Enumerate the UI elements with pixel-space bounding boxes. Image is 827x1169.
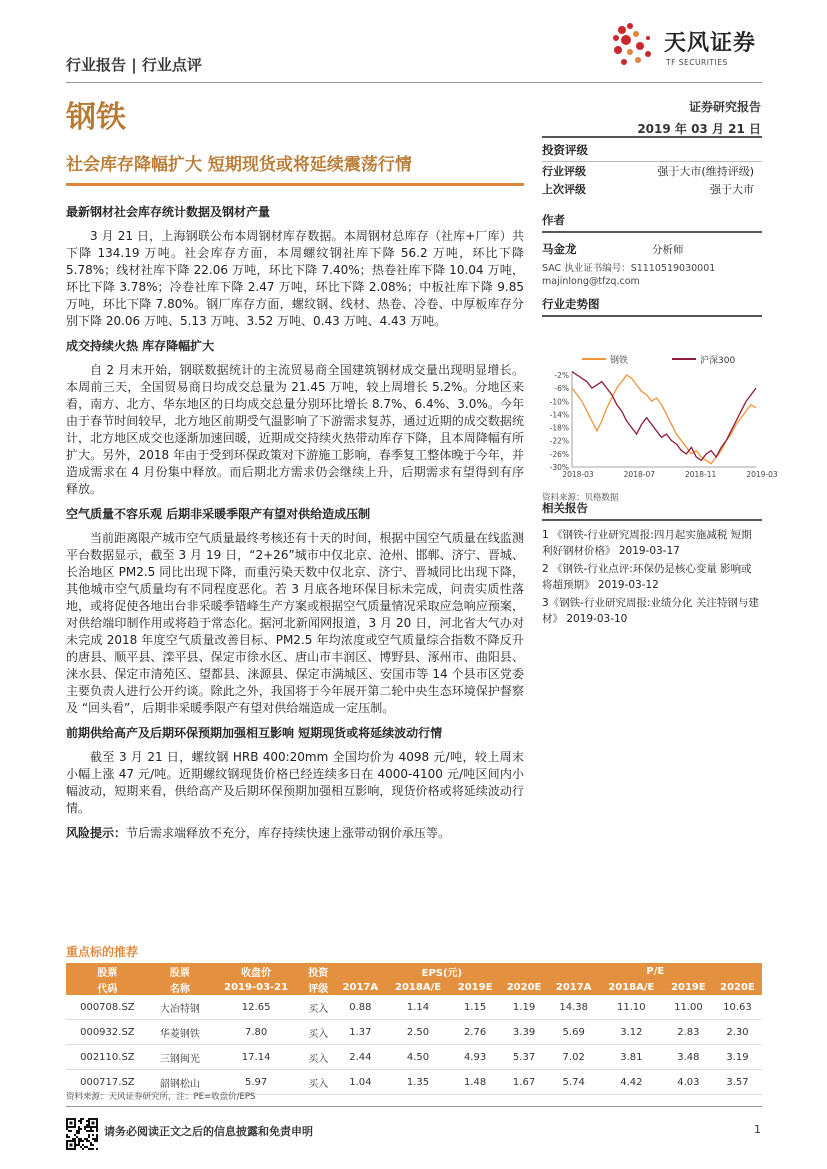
qr-module [82,1140,84,1142]
logo-dot [613,35,619,41]
risk-label: 风险提示： [66,826,127,840]
table-cell: 5.74 [549,1070,599,1095]
table-cell: 000717.SZ [66,1070,149,1095]
logo-dot [633,31,639,37]
qr-module [76,1130,78,1132]
qr-module [92,1138,94,1140]
section-heading: 前期供给高产及后期环保预期加强相互影响 短期现货或将延续波动行情 [66,726,443,740]
qr-module [80,1122,82,1124]
qr-module [78,1132,80,1134]
table-cell: 三钢闽光 [149,1045,211,1070]
author-panel [542,212,762,287]
brand-name-en: TF SECURITIES [666,58,728,67]
table-cell: 2.30 [713,1020,762,1045]
qr-module [78,1130,80,1132]
qr-module [76,1144,78,1146]
section-body: 3 月 21 日，上海钢联公布本周钢材库存数据。本周钢材总库存（社库+厂库）共下降 134.19 万吨。社会库存方面，本周螺纹钢社库下降 56.2 万吨，环比下降 5.78%；线材社库下降 22.06 万吨，环比下降 7.40%；热卷社库下降 10.04 万吨，环比下降 3.78%；冷卷社库下降 2.47 万吨，环比下降 2.08%；中板社库下降 9.85 万吨，环比下降 7.80%。钢厂库存方面，螺纹钢、线材、热卷、冷卷、中厚板库存分别下降 20.06 万吨、5.13 万吨、3.52 万吨、0.43 万吨、4.43 万吨。 [66,229,524,328]
table-cell: 3.12 [599,1020,664,1045]
table-subheader: 2018A/E [599,979,664,995]
related-report-link[interactable]: 3《钢铁-行业研究周报:业绩分化 关注特钢与建材》 2019-03-10 [542,597,759,625]
table-cell: 5.97 [211,1070,301,1095]
trend-panel [542,296,778,503]
table-subheader: 评级 [301,979,335,995]
y-tick-label: -22% [549,436,569,446]
trend-title: 行业走势图 [542,297,600,311]
table-header: EPS(元) [335,963,548,979]
legend-label: 钢铁 [610,356,629,366]
table-cell: 17.14 [211,1045,301,1070]
qr-module [88,1148,90,1150]
qr-module [68,1130,70,1132]
footer-divider [66,1106,762,1107]
table-cell: 7.80 [211,1020,301,1045]
table-note: 资料来源：天风证券研究所，注：PE=收盘价/EPS [66,1092,256,1102]
table-row [66,1020,762,1045]
qr-module [88,1136,90,1138]
qr-module [84,1138,86,1140]
qr-module [72,1138,74,1140]
logo-dot [627,23,633,29]
table-subheader: 2019E [664,979,713,995]
table-cell: 买入 [301,1045,335,1070]
related-panel [542,500,762,629]
table-cell: 000932.SZ [66,1020,149,1045]
x-tick-label: 2018-11 [684,470,717,479]
table-cell: 2.83 [664,1020,713,1045]
table-subheader: 代码 [66,979,149,995]
rating-row-previous [542,180,762,198]
table-subheader: 2020E [500,979,549,995]
qr-module [78,1140,80,1142]
qr-module [96,1140,98,1142]
qr-module [84,1128,86,1130]
table-header: 股票 [149,963,211,979]
table-cell: 4.42 [599,1070,664,1095]
qr-code-icon [66,1118,98,1150]
qr-module [74,1134,76,1136]
header-divider [66,82,762,83]
section-body: 自 2 月末开始，钢联数据统计的主流贸易商全国建筑钢材成交量出现明显增长。本周前三天，全国贸易商日均成交总量为 21.45 万吨，较上周增长 5.2%。分地区来看，南方、北方、华东地区的日均成交总量分别环比增长 8.7%、6.4%、3.0%。今年由于春节时间较早，北方地区前期受气温影响了下游需求复苏，通过近期的成交数据统计，北方地区成交也逐渐加速回暖，近期成交持续火热带动库存下降，且本周降幅有所扩大。另外，2018 年由于受到环保政策对下游施工影响，春季复工整体晚于今年，并造成需求在 4 月份集中释放。而后期北方需求仍会继续上升，后期需求有望得到有序释放。 [66,363,524,496]
rating-title: 投资评级 [542,143,588,157]
table-subheader: 2018A/E [385,979,450,995]
risk-warning [66,825,524,842]
x-tick-label: 2019-03 [746,470,778,479]
table-cell: 3.39 [500,1020,549,1045]
qr-module [88,1134,90,1136]
table-header-row [66,979,762,995]
table-subheader: 2017A [549,979,599,995]
related-report-link[interactable]: 1 《钢铁-行业研究周报:四月起实施减税 短期利好钢材价格》 2019-03-17 [542,529,752,557]
y-tick-label: -30% [549,463,569,472]
table-header: 收盘价 [211,963,301,979]
qr-module [86,1120,88,1122]
qr-module [96,1148,98,1150]
qr-module [86,1138,88,1140]
table-cell: 3.48 [664,1045,713,1070]
table-cell: 买入 [301,1070,335,1095]
qr-module [92,1148,94,1150]
logo-dot [618,26,626,34]
logo-dot [627,49,633,55]
table-row [66,1045,762,1070]
qr-module [82,1144,84,1146]
logo-dot [621,35,631,45]
table-cell: 1.14 [385,995,450,1020]
qr-module [80,1138,82,1140]
report-date: 2019 年 03 月 21 日 [637,122,761,136]
qr-module [94,1138,96,1140]
table-cell: 11.10 [599,995,664,1020]
author-title: 作者 [542,213,565,227]
qr-module [78,1138,80,1140]
table-cell: 002110.SZ [66,1045,149,1070]
qr-module [90,1142,92,1144]
table-cell: 1.04 [335,1070,385,1095]
qr-module [76,1132,78,1134]
qr-module [88,1140,90,1142]
table-header: P/E [549,963,762,979]
page-number: 1 [754,1123,761,1136]
qr-module [70,1122,73,1125]
rating-value: 强于大市 [710,183,754,196]
qr-module [70,1144,73,1147]
qr-module [78,1126,80,1128]
table-cell: 5.69 [549,1020,599,1045]
main-column [66,196,524,850]
qr-module [78,1128,80,1130]
logo-dot [646,36,650,40]
table-cell: 12.65 [211,995,301,1020]
qr-module [96,1134,98,1136]
section-heading: 最新钢材社会库存统计数据及钢材产量 [66,205,271,219]
qr-module [66,1134,68,1136]
table-cell: 1.15 [451,995,500,1020]
sector-title: 钢铁 [66,100,126,135]
related-report-link[interactable]: 2 《钢铁-行业点评:环保仍是核心变量 影响或将超预期》 2019-03-12 [542,563,752,591]
y-tick-label: -2% [554,371,569,380]
qr-module [66,1136,68,1138]
qr-module [94,1140,96,1142]
table-cell: 3.57 [713,1070,762,1095]
y-tick-label: -18% [549,423,569,433]
table-cell: 4.50 [385,1045,450,1070]
y-tick-label: -6% [554,384,569,394]
related-title: 相关报告 [542,501,588,515]
qr-module [90,1148,92,1150]
table-subheader: 2019-03-21 [211,979,301,995]
logo-dot [621,59,627,65]
table-cell: 000708.SZ [66,995,149,1020]
logo-dot [635,57,641,63]
table-cell: 大冶特钢 [149,995,211,1020]
qr-module [70,1130,72,1132]
table-subheader: 名称 [149,979,211,995]
stocks-table [66,963,762,1095]
qr-module [68,1136,70,1138]
section-body: 当前距离限产城市空气质量最终考核还有十天的时间，根据中国空气质量在线监测平台数据显示，截至 3 月 19 日，“2+26”城市中仅北京、沧州、邯郸、济宁、晋城、长治地区 PM2.5 同比出现下降，而重污染天数中仅北京、济宁、晋城同比出现下降，其他城市空气质量均有不同程度恶化。若 3 月底各地环保目标未完成，问责实质性落地，或将促使各地出台非采暖季错峰生产方案或根据空气质量情况采取应急响应预案，对供给端印制作用或将趋于常态化。据河北新闻网报道，3 月 20 日，河北省大气办对未完成 2018 年度空气质量改善目标、PM2.5 年均浓度或空气质量综合指数不降反升的唐县、顺平县、滦平县、保定市徐水区、唐山市丰润区、博野县、涿州市、曲阳县、涞水县、保定市清苑区、望都县、涞源县、保定市满城区、安国市等 14 个县市区党委主要负责人进行公开约谈。除此之外，我国将于今年展开第二轮中央生态环境保护督察及 “回头看”，后期非采暖季限产有望对供给端造成一定压制。 [66,531,524,715]
table-cell: 5.37 [500,1045,549,1070]
table-cell: 2.76 [451,1020,500,1045]
rating-panel [542,136,762,198]
qr-module [96,1130,98,1132]
table-cell: 1.67 [500,1070,549,1095]
table-cell: 2.50 [385,1020,450,1045]
y-tick-label: -14% [549,410,569,420]
table-cell: 买入 [301,995,335,1020]
table-header: 股票 [66,963,149,979]
table-cell: 3.81 [599,1045,664,1070]
section-heading: 空气质量不容乐观 后期非采暖季限产有望对供给造成压制 [66,507,371,521]
table-header-row [66,963,762,979]
legend-label: 沪深300 [700,356,736,366]
table-cell: 1.37 [335,1020,385,1045]
logo-dot [614,46,622,54]
risk-text: 节后需求端释放不充分，库存持续快速上涨带动钢价承压等。 [126,826,451,840]
author-name: 马金龙 [542,242,577,256]
table-cell: 韶钢松山 [149,1070,211,1095]
author-email[interactable]: majinlong@tfzq.com [542,276,640,287]
table-cell: 华菱钢铁 [149,1020,211,1045]
table-cell: 2.44 [335,1045,385,1070]
table-subheader: 2017A [335,979,385,995]
table-cell: 4.03 [664,1070,713,1095]
trend-chart [542,325,778,485]
qr-module [86,1126,88,1128]
qr-module [80,1140,82,1142]
author-rule [542,231,762,233]
qr-module [96,1128,98,1130]
qr-module [86,1146,88,1148]
qr-module [92,1130,94,1132]
author-role: 分析师 [652,243,684,256]
y-tick-label: -26% [549,449,569,459]
headline-divider [66,183,524,186]
qr-module [90,1130,92,1132]
rating-key: 上次评级 [542,183,586,196]
table-cell: 11.00 [664,995,713,1020]
table-cell: 4.93 [451,1045,500,1070]
qr-module [92,1122,95,1125]
qr-module [78,1142,80,1144]
logo-dot [645,51,651,57]
table-subheader: 2020E [713,979,762,995]
x-tick-label: 2018-07 [623,470,656,479]
trend-rule [542,315,762,317]
author-sac: SAC 执业证书编号：S1110519030001 [542,263,716,274]
table-cell: 14.38 [549,995,599,1020]
qr-module [66,1128,68,1130]
table-row [66,995,762,1020]
y-tick-label: -10% [549,397,569,407]
stocks-title: 重点标的推荐 [66,945,139,959]
section-heading: 成交持续火热 库存降幅扩大 [66,339,215,353]
qr-module [80,1120,82,1122]
rating-top-rule [542,136,762,138]
table-cell: 1.35 [385,1070,450,1095]
report-category: 行业报告 | 行业点评 [66,56,202,74]
x-tick-label: 2018-03 [562,470,594,479]
table-cell: 买入 [301,1020,335,1045]
series-line [572,372,756,461]
qr-module [90,1144,92,1146]
qr-module [78,1144,80,1146]
rating-row-industry [542,162,762,180]
qr-module [84,1146,86,1148]
qr-module [88,1130,90,1132]
qr-module [92,1134,94,1136]
table-cell: 0.88 [335,995,385,1020]
footer-disclaimer: 请务必阅读正文之后的信息披露和免责申明 [104,1125,313,1138]
logo-dot [636,42,644,50]
table-header: 投资 [301,963,335,979]
report-type: 证券研究报告 [688,100,761,114]
qr-module [86,1130,88,1132]
qr-module [90,1128,92,1130]
trend-source: 资料来源：贝格数据 [542,493,619,503]
qr-module [86,1140,88,1142]
related-rule [542,519,762,521]
qr-module [82,1148,84,1150]
headline: 社会库存降幅扩大 短期现货或将延续震荡行情 [66,155,412,175]
rating-key: 行业评级 [542,165,586,178]
qr-module [92,1144,94,1146]
qr-module [84,1126,86,1128]
series-line [572,375,756,464]
brand-name: 天风证券 [664,31,757,56]
qr-module [86,1124,88,1126]
rating-value: 强于大市(维持评级) [657,165,754,178]
qr-module [96,1136,98,1138]
table-cell: 1.19 [500,995,549,1020]
table-cell: 7.02 [549,1045,599,1070]
qr-module [80,1146,82,1148]
qr-module [80,1128,82,1130]
section-body: 截至 3 月 21 日，螺纹钢 HRB 400:20mm 全国均价为 4098 元/吨，较上周末小幅上涨 47 元/吨。近期螺纹钢现货价格已经连续多日在 4000-4100 元/吨区间内小幅波动，短期来看，供给高产及后期环保预期加强相互影响，现货价格或将延续波动行情。 [66,750,524,815]
table-cell: 1.48 [451,1070,500,1095]
table-cell: 10.63 [713,995,762,1020]
qr-module [76,1136,78,1138]
author-line [542,241,762,257]
qr-module [74,1138,76,1140]
qr-module [80,1118,82,1120]
qr-module [78,1120,80,1122]
qr-module [96,1138,98,1140]
table-subheader: 2019E [451,979,500,995]
table-cell: 3.19 [713,1045,762,1070]
qr-module [82,1118,84,1120]
